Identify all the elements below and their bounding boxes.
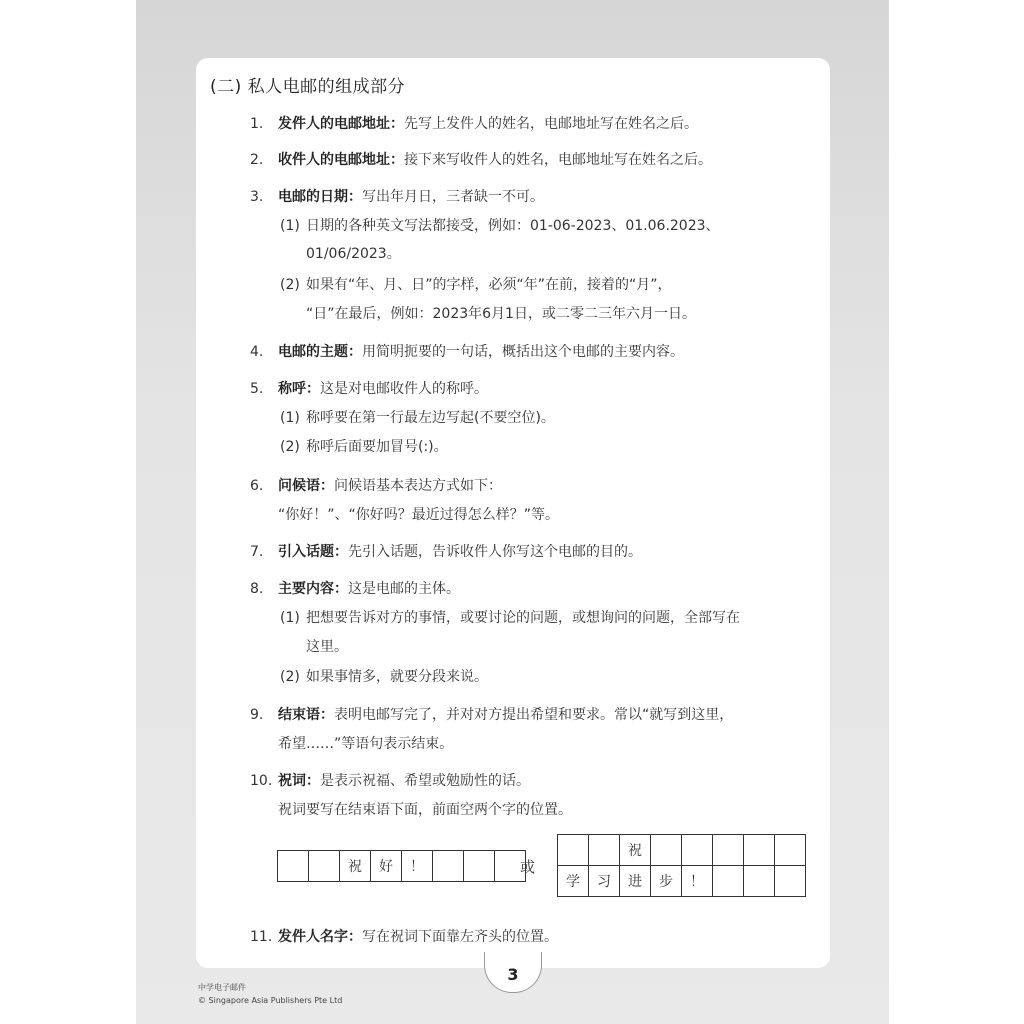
grid-cell [558,835,589,866]
list-item [250,927,558,947]
item-continuation: “你好！”、“你好吗？最近过得怎么样？”等。 [278,507,560,523]
grid-cell [589,835,620,866]
grid-cell [278,851,309,882]
sub-item-text: 称呼要在第一行最左边写起(不要空位)。 [306,410,555,426]
list-item [250,542,642,562]
grid-cell [464,851,495,882]
list-item [250,150,712,170]
sub-item-continuation: 这里。 [306,639,348,655]
writing-grid-single-row [277,850,526,882]
item-text: 是表示祝福、希望或勉励性的话。 [320,773,530,789]
item-term: 发件人的电邮地址： [278,116,404,132]
sub-item [280,408,555,428]
item-number: 6. [250,478,264,494]
grid-cell: 祝 [340,851,371,882]
sub-item [280,216,720,236]
writing-grid-two-rows [557,834,806,897]
item-term: 发件人名字： [278,929,362,945]
item-term: 主要内容： [278,581,348,597]
item-term: 结束语： [278,707,334,723]
sub-item-continuation: “日”在最后，例如：2023年6月1日，或二零二三年六月一日。 [306,306,696,322]
item-term: 引入话题： [278,544,348,560]
item-text: 先写上发件人的姓名，电邮地址写在姓名之后。 [404,116,698,132]
item-term: 收件人的电邮地址： [278,152,404,168]
sub-item-number: (2) [280,439,300,455]
footer-series-title: 中学电子邮件 [198,983,246,992]
sub-item [280,437,448,457]
grid-cell [713,866,744,897]
sub-item-text: 把想要告诉对方的事情，或要讨论的问题，或想询问的问题，全部写在 [306,610,740,626]
sub-item-text: 如果事情多，就要分段来说。 [306,669,488,685]
item-number: 11. [250,929,273,945]
sub-item [280,275,672,295]
sub-item-number: (1) [280,410,300,426]
grid-cell: 习 [589,866,620,897]
grid-cell [433,851,464,882]
grid-cell [713,835,744,866]
list-item [250,476,502,496]
list-item [250,579,460,599]
grid-cell [682,835,713,866]
grid-cell: ！ [402,851,433,882]
list-item [250,705,733,725]
sub-item-number: (2) [280,277,300,293]
list-item [250,379,488,399]
item-number: 10. [250,773,273,789]
item-text: 问候语基本表达方式如下： [334,478,502,494]
grid-cell [309,851,340,882]
grid-cell: 步 [651,866,682,897]
sub-item [280,667,488,687]
item-number: 4. [250,344,264,360]
grid-cell [744,835,775,866]
sub-item-text: 日期的各种英文写法都接受，例如：01-06-2023、01.06.2023、 [306,218,720,234]
grid-cell [775,866,806,897]
item-term: 祝词： [278,773,320,789]
item-number: 3. [250,189,264,205]
item-text: 写在祝词下面靠左齐头的位置。 [362,929,558,945]
grid-cell [744,866,775,897]
item-term: 称呼： [278,381,320,397]
item-number: 1. [250,116,264,132]
grid-cell [651,835,682,866]
grid-cell: 好 [371,851,402,882]
list-item [250,771,530,791]
list-item [250,187,544,207]
grid-cell: 祝 [620,835,651,866]
list-item [250,114,698,134]
list-item [250,342,684,362]
item-text: 用简明扼要的一句话，概括出这个电邮的主要内容。 [362,344,684,360]
sub-item-text: 如果有“年、月、日”的字样，必须“年”在前，接着的“月”， [306,277,672,293]
item-continuation: 希望……”等语句表示结束。 [278,736,454,752]
item-text: 接下来写收件人的姓名，电邮地址写在姓名之后。 [404,152,712,168]
sub-item-number: (1) [280,218,300,234]
page-number: 3 [484,952,542,993]
item-term: 问候语： [278,478,334,494]
item-text: 这是电邮的主体。 [348,581,460,597]
item-number: 5. [250,381,264,397]
item-text: 写出年月日，三者缺一不可。 [362,189,544,205]
sub-item-number: (1) [280,610,300,626]
item-term: 电邮的日期： [278,189,362,205]
footer-copyright: © Singapore Asia Publishers Pte Ltd [198,996,343,1005]
item-number: 8. [250,581,264,597]
item-text: 先引入话题，告诉收件人你写这个电邮的目的。 [348,544,642,560]
sub-item [280,608,740,628]
item-number: 9. [250,707,264,723]
grid-cell: ！ [682,866,713,897]
item-text: 这是对电邮收件人的称呼。 [320,381,488,397]
item-number: 2. [250,152,264,168]
section-title: (二) 私人电邮的组成部分 [210,77,406,97]
item-text: 表明电邮写完了，并对对方提出希望和要求。常以“就写到这里， [334,707,734,723]
grid-cell: 进 [620,866,651,897]
item-number: 7. [250,544,264,560]
grid-cell: 学 [558,866,589,897]
sub-item-number: (2) [280,669,300,685]
item-continuation: 祝词要写在结束语下面，前面空两个字的位置。 [278,802,572,818]
grid-cell [775,835,806,866]
sub-item-continuation: 01/06/2023。 [306,246,401,262]
item-term: 电邮的主题： [278,344,362,360]
or-label: 或 [520,858,536,876]
sub-item-text: 称呼后面要加冒号(:)。 [306,439,448,455]
